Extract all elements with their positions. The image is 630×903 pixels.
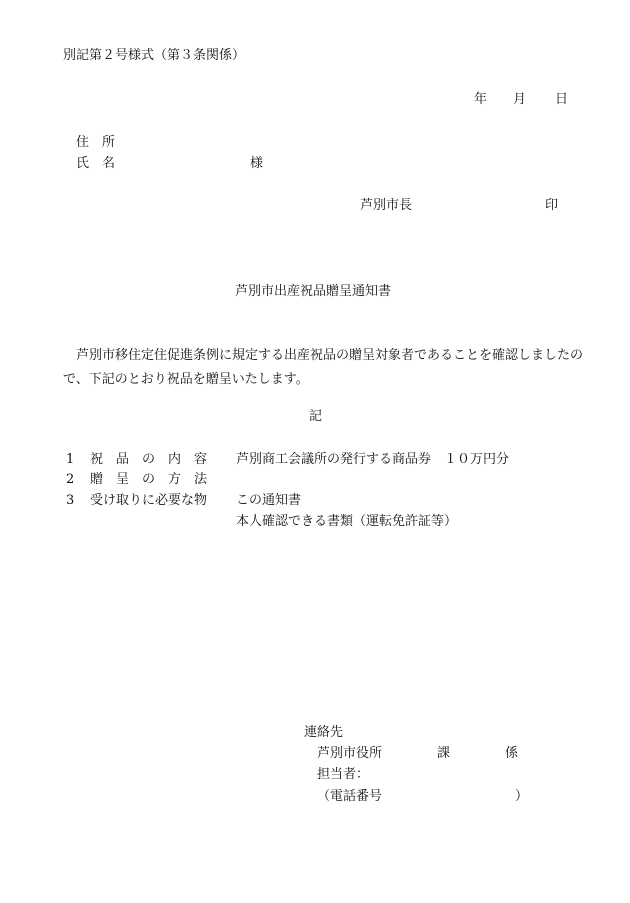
item-number: 1	[66, 452, 75, 467]
name-label: 氏 名	[76, 156, 116, 171]
item-label: 受け取りに必要な物	[90, 493, 208, 508]
contact-phone-close: ）	[515, 789, 529, 804]
item-number: 3	[66, 493, 75, 508]
item-value: この通知書	[236, 493, 302, 508]
contact-section: 課	[437, 746, 451, 761]
address-label: 住 所	[76, 135, 116, 150]
contact-phone-label: （電話番号	[317, 789, 383, 804]
document-title: 芦別市出産祝品贈呈通知書	[235, 284, 392, 299]
date-month-label: 月	[513, 92, 527, 107]
date-day-label: 日	[555, 92, 569, 107]
item-value: 芦別商工会議所の発行する商品券 １０万円分	[236, 452, 510, 467]
form-number: 別記第２号様式（第３条関係）	[63, 48, 246, 63]
contact-office: 芦別市役所	[317, 746, 383, 761]
contact-subsection: 係	[505, 746, 519, 761]
item-value-secondary: 本人確認できる書類（運転免許証等）	[236, 514, 458, 529]
body-paragraph: 芦別市移住定住促進条例に規定する出産祝品の贈呈対象者であることを確認しましたので、下記のとおり祝品を贈呈いたします。	[63, 348, 584, 387]
ki-heading: 記	[309, 409, 323, 424]
honorific-label: 様	[250, 156, 264, 171]
date-year-label: 年	[474, 92, 488, 107]
contact-person-label: 担当者：	[317, 767, 370, 782]
item-label: 贈 呈 の 方 法	[90, 472, 208, 487]
item-number: 2	[66, 472, 75, 487]
contact-heading: 連絡先	[304, 725, 344, 740]
issuer-title: 芦別市長	[360, 198, 413, 213]
item-label: 祝 品 の 内 容	[90, 452, 208, 467]
seal-mark: 印	[545, 198, 559, 213]
